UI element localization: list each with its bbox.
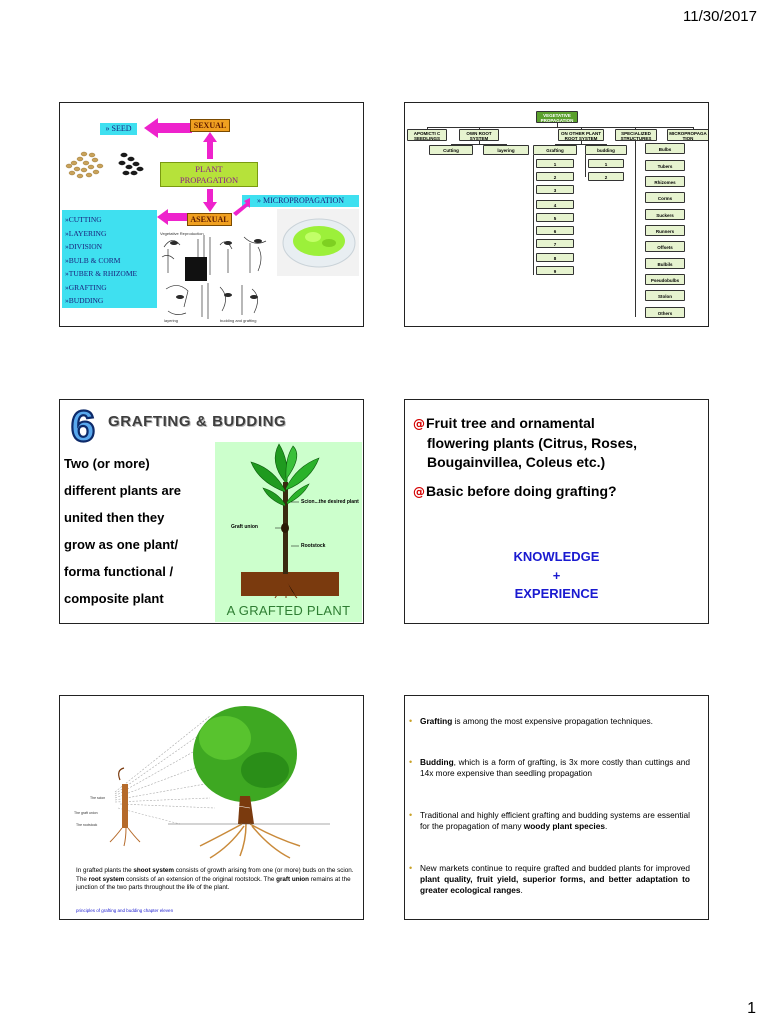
bullet-item — [413, 414, 637, 472]
number-six: 6 — [70, 403, 96, 447]
plant-propagation-line1: PLANT — [195, 164, 223, 174]
seeds-image — [64, 145, 164, 187]
item-text: Traditional and highly efficient grafting and budding systems are essential for the propagation of many woody plant species. — [420, 810, 690, 831]
bullet-line: Fruit tree and ornamental — [426, 415, 595, 431]
body-line: forma functional / — [64, 564, 174, 579]
grafting-type-node: 2 — [536, 172, 574, 181]
body-line: united then they — [64, 510, 165, 525]
grafted-plant-caption: A GRAFTED PLANT — [226, 603, 351, 618]
asexual-box — [187, 213, 232, 226]
bullet-item — [413, 482, 617, 502]
body-line: grow as one plant/ — [64, 537, 179, 552]
slide-vegetative-propagation-chart — [404, 102, 709, 327]
bullet-icon: @ — [413, 485, 425, 499]
graft-union-label: The graft union — [74, 811, 98, 815]
method-node: Grafting — [533, 145, 577, 155]
source-footnote: principles of grafting and budding chapter eleven — [76, 908, 174, 913]
rootstock-label: Rootstock — [301, 543, 326, 549]
asexual-label: ASEXUAL — [190, 215, 229, 224]
method-node: layering — [483, 145, 529, 155]
category-node: MICROPROPAGA TION — [667, 129, 709, 141]
page-number: 1 — [747, 1000, 756, 1017]
seed-label: SEED — [111, 124, 132, 133]
category-node: OWN ROOT SYSTEM — [459, 129, 499, 141]
bullet-icon: • — [409, 810, 413, 820]
item-text: New markets continue to require grafted and budded plants for improved plant quality, fruit yield, superior forms, and better adaptation to greater ecological ranges. — [420, 863, 690, 895]
method-item: » CUTTING — [65, 213, 157, 227]
graft-union-label: Graft union — [231, 524, 258, 530]
grafting-type-node: 3 — [536, 185, 574, 194]
slide-grafting-budding — [59, 399, 364, 624]
drawing-caption: Vegetative Reproduction — [160, 231, 204, 236]
sexual-label: SEXUAL — [193, 121, 227, 130]
vegetative-reproduction-drawing — [158, 227, 276, 325]
grafting-type-node: 4 — [536, 200, 574, 209]
arrow-down-icon — [203, 189, 217, 212]
micropropagation-label: MICROPROPAGATION — [262, 196, 345, 205]
structure-node: Tubers — [645, 160, 685, 171]
grafting-type-node: 9 — [536, 266, 574, 275]
plant-propagation-line2: PROPAGATION — [179, 175, 239, 185]
grafting-type-node: 6 — [536, 226, 574, 235]
item-text: Grafting is among the most expensive propagation techniques. — [420, 716, 653, 726]
slide-title: GRAFTING & BUDDING — [108, 413, 287, 430]
method-item: » TUBER & RHIZOME — [65, 267, 157, 281]
method-item: » LAYERING — [65, 227, 157, 241]
bullet-icon: • — [409, 716, 413, 726]
grafted-plant-image — [215, 442, 362, 622]
body-line: composite plant — [64, 591, 164, 606]
root-node: VEGETATIVE PROPAGATION — [536, 111, 578, 123]
drawing-caption: layering — [164, 318, 179, 323]
bullet-icon: • — [409, 757, 413, 767]
bullet-item — [409, 863, 690, 895]
structure-node: Bulbils — [645, 258, 685, 269]
method-item: » BUDDING — [65, 294, 157, 308]
structure-node: Others — [645, 307, 685, 318]
method-node: budding — [585, 145, 627, 155]
structure-node: Offsets — [645, 241, 685, 252]
structure-node: Pseudobulbs — [645, 274, 685, 285]
slide-fruit-tree — [404, 399, 709, 624]
plant-propagation-box — [160, 162, 258, 187]
bullet-line: flowering plants (Citrus, Roses, — [427, 435, 638, 451]
structure-node: Stolon — [645, 290, 685, 301]
bullet-item — [409, 716, 690, 727]
method-item: » GRAFTING — [65, 281, 157, 295]
category-node: ON OTHER PLANT ROOT SYSTEM — [558, 129, 604, 141]
plus-sign: + — [552, 568, 561, 583]
experience-text: EXPERIENCE — [514, 586, 599, 601]
structure-node: Rhizomes — [645, 176, 685, 187]
scion-label: The scion — [90, 796, 106, 800]
structure-node: Bulbs — [645, 143, 685, 154]
micropropagation-box: » MICROPROPAGATION — [242, 195, 359, 207]
drawing-caption: budding and grafting — [220, 318, 257, 323]
arrow-left-icon — [157, 209, 189, 225]
scion-label: Scion...the desired plant — [301, 499, 359, 505]
category-node: SPECIALIZED STRUCTURES — [615, 129, 657, 141]
item-text: Budding, which is a form of grafting, is 3x more costly than cuttings and 14x more expensive than seedling propagation — [420, 757, 690, 778]
method-item: » DIVISION — [65, 240, 157, 254]
structure-node: Corms — [645, 192, 685, 203]
bullet-item — [409, 810, 690, 832]
body-line: different plants are — [64, 483, 182, 498]
asexual-methods-list — [62, 210, 157, 308]
grafted-plants-description: In grafted plants the shoot system consists of growth arising from one (or more) buds on the scion. The root system consists of an extension of the original rootstock. The graft union remains at the junction of the two parts throughout the life of the plant. — [76, 867, 354, 892]
arrow-diagonal-icon — [230, 198, 250, 218]
slide-body-text — [64, 450, 214, 612]
seed-box: » SEED — [100, 123, 137, 135]
bullet-item — [409, 757, 690, 779]
grafted-tree-illustration — [60, 696, 364, 866]
bullet-line: Basic before doing grafting? — [426, 483, 617, 499]
method-node: Cutting — [429, 145, 473, 155]
knowledge-text: KNOWLEDGE — [513, 549, 600, 564]
arrow-left-icon — [144, 118, 192, 138]
bullet-line: Bougainvillea, Coleus etc.) — [427, 454, 606, 470]
grafted-plant-drawing — [215, 442, 362, 622]
sexual-box — [190, 119, 230, 132]
category-node: APOMICTI C SEEDLINGS — [407, 129, 447, 141]
slide-grafted-tree — [59, 695, 364, 920]
number-six-badge — [63, 403, 103, 447]
body-line: Two (or more) — [64, 456, 150, 471]
method-item: » BULB & CORM — [65, 254, 157, 268]
grafting-type-node: 5 — [536, 213, 574, 222]
grafting-type-node: 7 — [536, 239, 574, 248]
rootstock-label: The rootstock — [76, 823, 98, 827]
structure-node: Suckers — [645, 209, 685, 220]
grafting-type-node: 1 — [536, 159, 574, 168]
budding-type-node: 2 — [588, 172, 624, 181]
arrow-up-icon — [203, 132, 217, 159]
slide-plant-propagation — [59, 102, 364, 327]
micropropagation-photo — [277, 209, 359, 276]
slide-grafting-economics — [404, 695, 709, 920]
bullet-icon: • — [409, 863, 413, 873]
budding-type-node: 1 — [588, 159, 624, 168]
grafting-type-node: 8 — [536, 253, 574, 262]
page-date: 11/30/2017 — [683, 8, 757, 25]
bullet-icon: @ — [413, 417, 425, 431]
structure-node: Runners — [645, 225, 685, 236]
